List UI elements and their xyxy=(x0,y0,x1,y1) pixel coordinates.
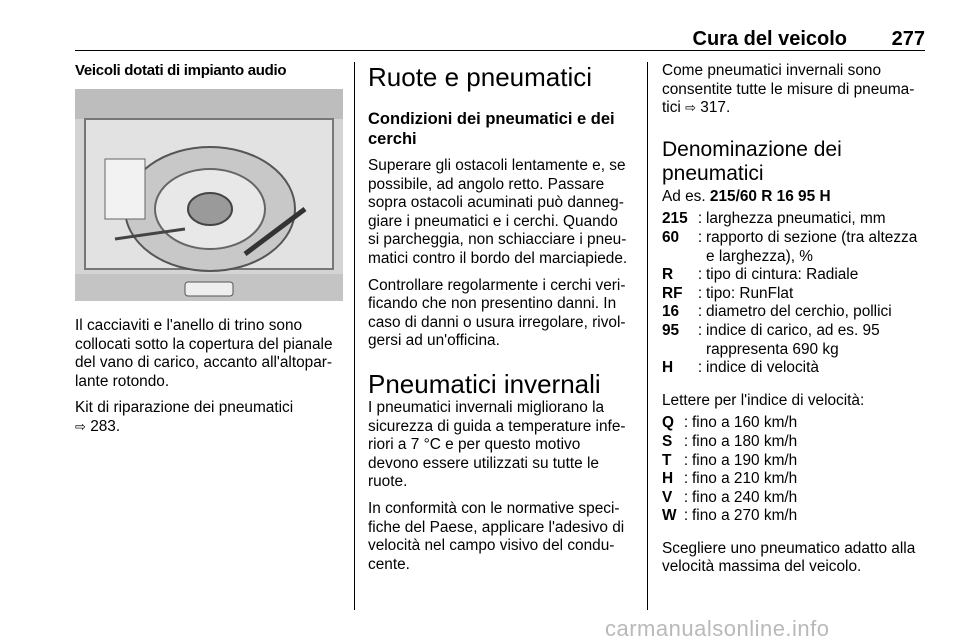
table-row xyxy=(662,433,797,452)
row-separator: : xyxy=(683,488,689,506)
row-separator: : xyxy=(683,432,689,450)
row-separator: : xyxy=(697,359,703,377)
row-key: 16 xyxy=(662,303,680,321)
winter-sizes-ref[interactable]: 317. xyxy=(700,99,731,117)
table-row xyxy=(662,266,927,285)
watermark: carmanualsonline.info xyxy=(605,616,830,641)
row-key: S xyxy=(662,432,673,450)
table-row xyxy=(662,359,927,378)
obstacles-text: Superare gli ostacoli lentamente e, se possibile, ad angolo retto. Passare sopra ostacoli acuminati può danneggiare i pneumatici e i cerchi. Quando si parcheggia, non schiacciare i pneumatici contro il bordo del marciapiede. xyxy=(368,157,628,267)
row-separator: : xyxy=(697,321,703,339)
tyre-condition-heading: Condizioni dei pneumatici e dei cerchi xyxy=(368,110,615,148)
table-row xyxy=(662,229,927,266)
row-separator: : xyxy=(683,470,689,488)
row-separator: : xyxy=(683,451,689,469)
table-row xyxy=(662,489,797,508)
row-value: fino a 190 km/h xyxy=(692,451,798,469)
tyre-designation-heading: Denominazione dei pneumatici xyxy=(662,137,842,185)
page-header xyxy=(75,28,925,52)
column-1 xyxy=(75,62,343,445)
row-separator: : xyxy=(697,266,703,284)
row-key: T xyxy=(662,451,672,469)
header-rule xyxy=(75,50,925,51)
row-value: fino a 160 km/h xyxy=(692,414,798,432)
row-value: indice di carico, ad es. 95 rappresenta 690 kg xyxy=(706,321,880,358)
row-key: H xyxy=(662,359,674,377)
table-row xyxy=(662,470,797,489)
winter-tyres-heading: Pneumatici invernali xyxy=(368,368,601,399)
row-value: fino a 240 km/h xyxy=(692,488,798,506)
table-row xyxy=(662,285,927,304)
repair-kit-ref[interactable]: 283. xyxy=(90,417,121,435)
column-divider xyxy=(354,62,355,610)
page-number: 277 xyxy=(891,28,925,50)
row-value: fino a 270 km/h xyxy=(692,507,798,525)
reference-arrow-icon: ⇨ xyxy=(685,100,696,116)
row-key: W xyxy=(662,507,677,525)
winter-tyres-text: I pneumatici invernali migliorano la sicurezza di guida a temperature inferiori a 7 °C e per questo motivo devono essere utilizzati su tutte le ruote. xyxy=(368,398,626,491)
row-separator: : xyxy=(697,228,703,246)
check-rims-text: Controllare regolarmente i cerchi verificando che non presentino danni. In caso di danni o usura irregolare, rivolgersi ad un'officina. xyxy=(368,276,626,350)
row-separator: : xyxy=(697,303,703,321)
row-key: Q xyxy=(662,414,674,432)
row-separator: : xyxy=(683,414,689,432)
row-key: 95 xyxy=(662,321,680,339)
section-title: Cura del veicolo xyxy=(692,28,847,50)
reference-arrow-icon: ⇨ xyxy=(75,418,86,434)
row-value: rapporto di sezione (tra altezza e larghezza), % xyxy=(706,228,918,265)
row-value: tipo di cintura: Radiale xyxy=(706,266,859,284)
tools-location-text: Il cacciaviti e l'anello di trino sono collocati sotto la copertura del pianale del vano di carico, accanto all'altoparlante rotondo. xyxy=(75,317,333,390)
winter-sizes-text xyxy=(662,62,927,118)
column-2 xyxy=(368,62,633,582)
winter-sizes-label: Come pneumatici invernali sono consentite tutte le misure di pneumatici xyxy=(662,62,915,117)
table-row xyxy=(662,322,927,359)
example-code: 215/60 R 16 95 H xyxy=(709,187,831,205)
table-row xyxy=(662,414,797,433)
wheels-tyres-heading: Ruote e pneumatici xyxy=(368,62,593,92)
row-key: 215 xyxy=(662,210,688,228)
repair-kit-text xyxy=(75,399,343,436)
row-key: R xyxy=(662,266,674,284)
example-prefix: Ad es. xyxy=(662,187,706,205)
column-3 xyxy=(662,62,927,585)
table-row xyxy=(662,210,927,229)
table-row xyxy=(662,452,797,471)
speed-sticker-text: In conformità con le normative specifiche del Paese, applicare l'adesivo di velocità nel campo visivo del conducente. xyxy=(368,499,625,573)
row-value: fino a 180 km/h xyxy=(692,432,798,450)
table-row xyxy=(662,507,797,526)
table-row xyxy=(662,303,927,322)
row-separator: : xyxy=(683,507,689,525)
speed-index-table xyxy=(662,414,797,526)
row-value: indice di velocità xyxy=(706,359,819,377)
designation-table xyxy=(662,210,927,377)
row-key: RF xyxy=(662,284,683,302)
example-line xyxy=(662,188,927,207)
repair-kit-label: Kit di riparazione dei pneumatici xyxy=(75,399,294,417)
choose-tyre-text: Scegliere uno pneumatico adatto alla velocità massima del veicolo. xyxy=(662,539,916,576)
row-key: 60 xyxy=(662,228,680,246)
row-value: fino a 210 km/h xyxy=(692,470,798,488)
trunk-illustration xyxy=(75,89,343,301)
row-value: diametro del cerchio, pollici xyxy=(706,303,892,321)
speed-index-intro: Lettere per l'indice di velocità: xyxy=(662,391,865,409)
row-value: larghezza pneumatici, mm xyxy=(706,210,886,228)
row-separator: : xyxy=(697,210,703,228)
row-key: V xyxy=(662,488,673,506)
column-divider xyxy=(647,62,648,610)
row-value: tipo: RunFlat xyxy=(706,284,794,302)
audio-heading: Veicoli dotati di impianto audio xyxy=(75,62,287,79)
row-separator: : xyxy=(697,284,703,302)
row-key: H xyxy=(662,470,674,488)
